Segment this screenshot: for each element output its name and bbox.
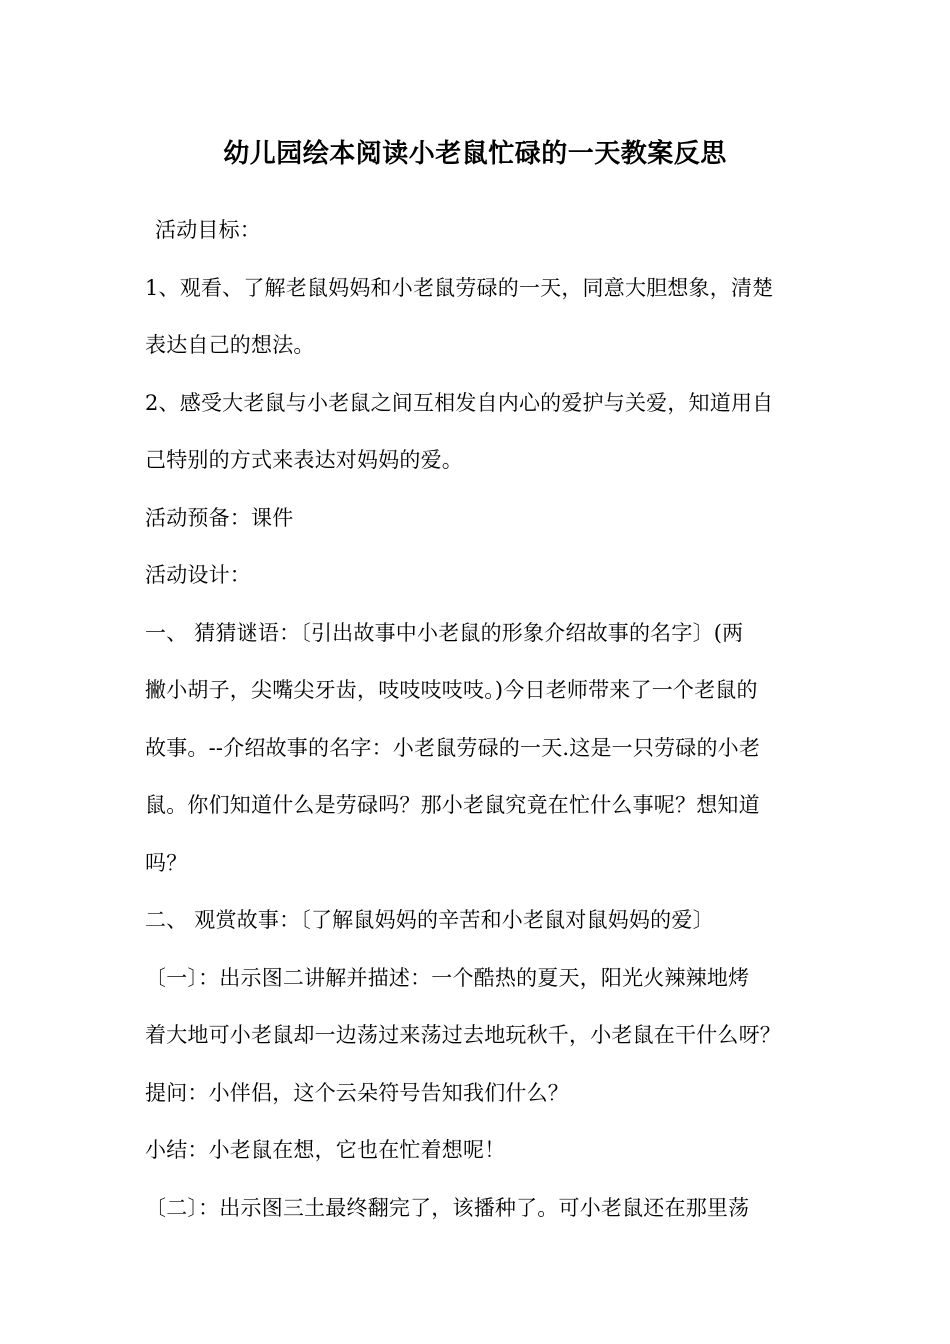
paragraph-line: 〔一〕：出示图二讲解并描述：一个酷热的夏天，阳光火辣辣地烤 (145, 965, 750, 990)
paragraph-line: 故事。--介绍故事的名字：小老鼠劳碌的一天.这是一只劳碌的小老 (145, 735, 761, 760)
paragraph-line: 己特别的方式来表达对妈妈的爱。 (145, 448, 463, 472)
document-body (145, 202, 810, 1237)
paragraph-line: 着大地可小老鼠却一边荡过来荡过去地玩秋千，小老鼠在干什么呀？ (145, 1023, 781, 1047)
paragraph-line: 二、 观赏故事：〔了解鼠妈妈的辛苦和小老鼠对鼠妈妈的爱〕 (145, 908, 714, 932)
paragraph-line: 一、 猜猜谜语：〔引出故事中小老鼠的形象介绍故事的名字〕(两 (145, 620, 744, 645)
paragraph-line: 表达自己的想法。 (145, 333, 315, 357)
section-heading-goals: 活动目标： (155, 218, 261, 242)
paragraph-line: 鼠。你们知道什么是劳碌吗？那小老鼠究竟在忙什么事呢？想知道 (145, 793, 760, 817)
section-heading-preparation: 活动预备：课件 (145, 505, 294, 530)
paragraph-line: 吗？ (145, 850, 188, 875)
paragraph-line: 提问：小伴侣，这个云朵符号告知我们什么？ (145, 1080, 569, 1105)
section-heading-design: 活动设计： (145, 563, 251, 587)
paragraph-line: 〔二〕：出示图三土最终翻完了，该播种了。可小老鼠还在那里荡 (145, 1195, 750, 1220)
paragraph-line: 1、观看、了解老鼠妈妈和小老鼠劳碌的一天，同意大胆想象，清楚 (145, 275, 774, 300)
document-title: 幼儿园绘本阅读小老鼠忙碌的一天教案反思 (223, 139, 727, 169)
paragraph-line: 撇小胡子，尖嘴尖牙齿，吱吱吱吱吱。)今日老师带来了一个老鼠的 (145, 678, 758, 702)
paragraph-line: 2、感受大老鼠与小老鼠之间互相发自内心的爱护与关爱，知道用自 (145, 390, 774, 415)
paragraph-line: 小结：小老鼠在想，它也在忙着想呢！ (145, 1138, 506, 1162)
